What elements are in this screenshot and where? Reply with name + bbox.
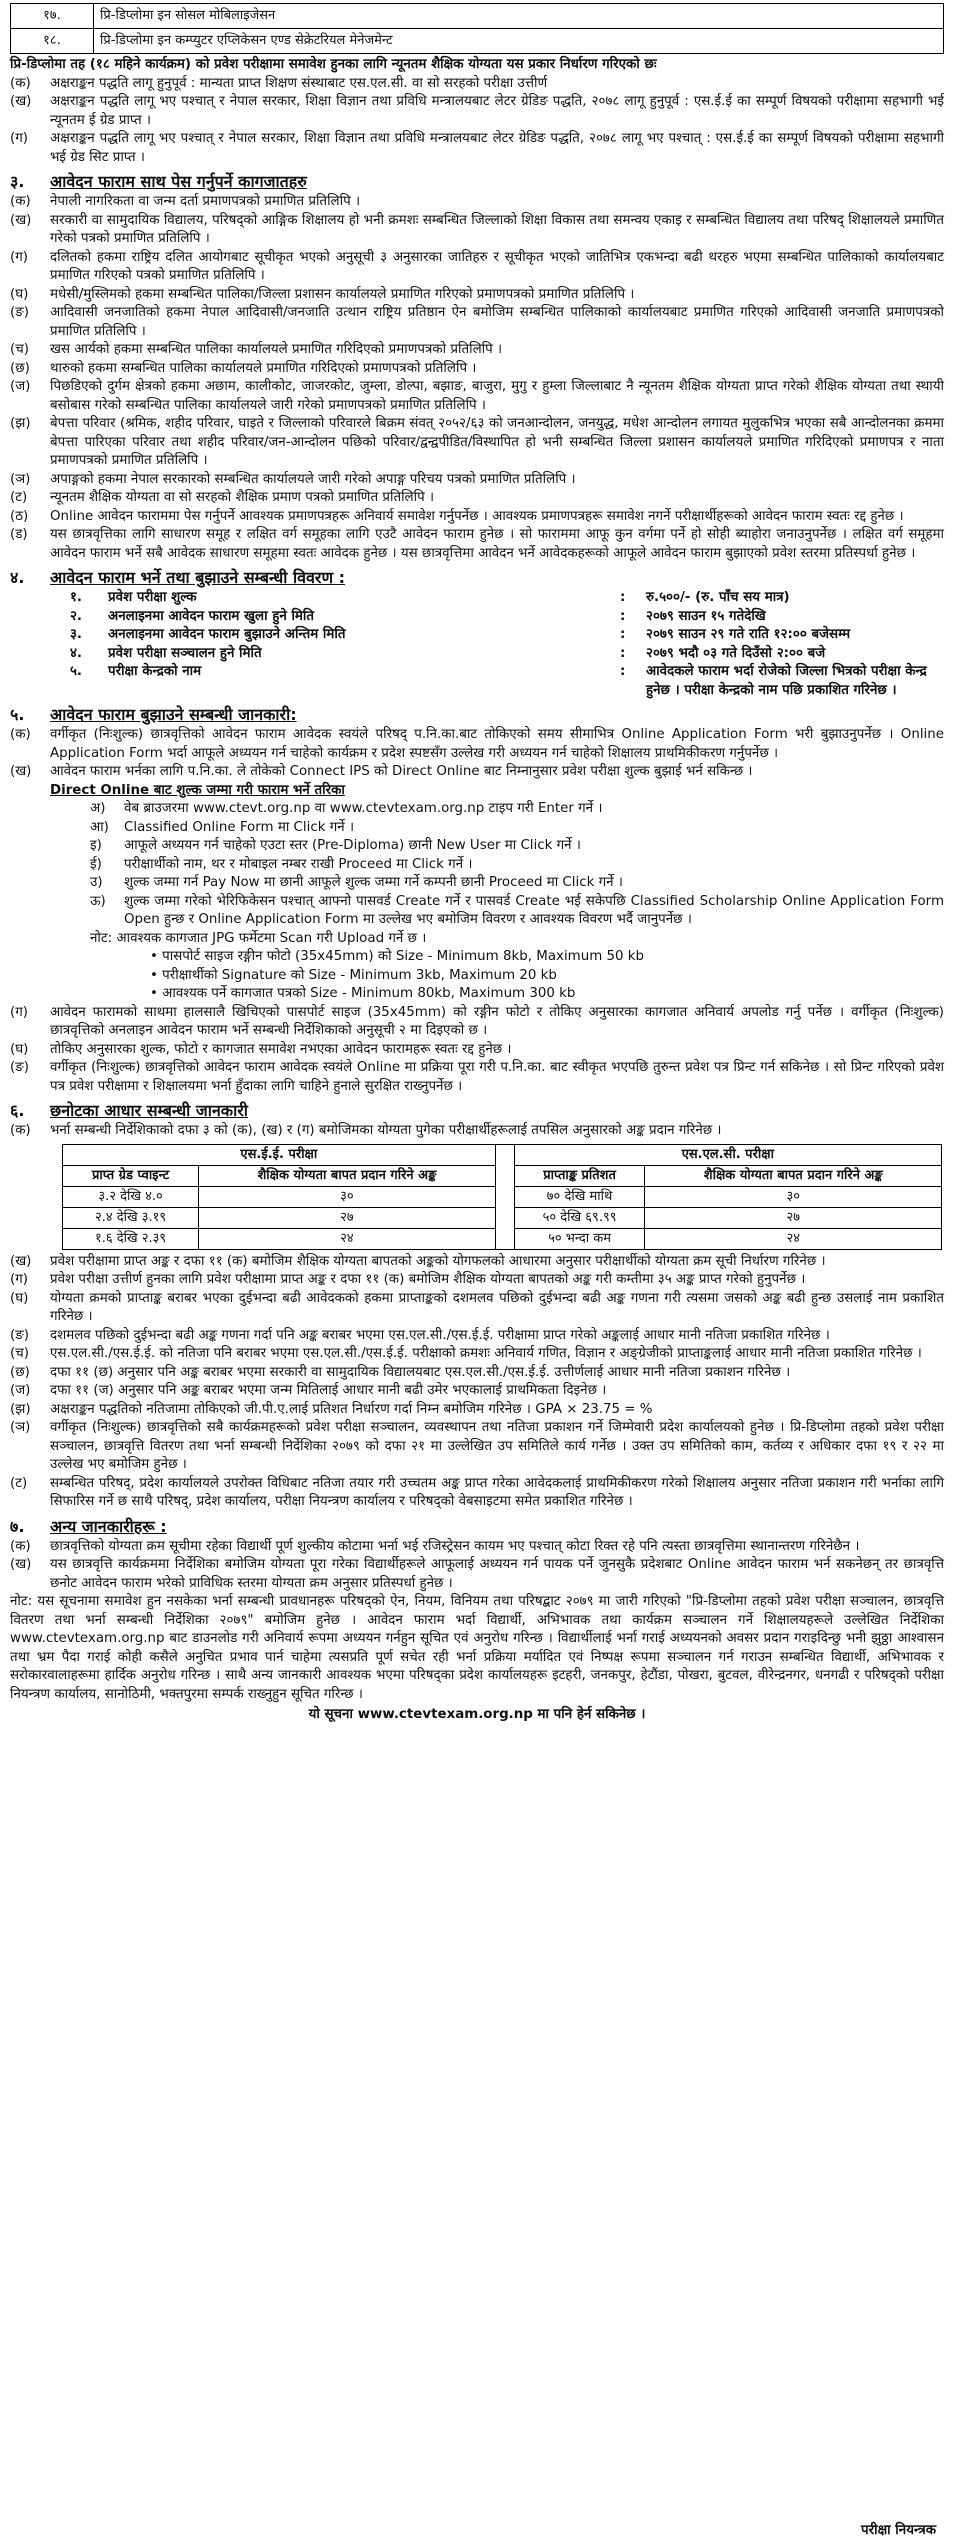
item-text: बेपत्ता परिवार (श्रमिक, शहीद परिवार, घाइते र जिल्लाको परिवारले बिक्रम संवत् २०५२/६३ को जनआन्दोलन, जनयुद्ध, मधेश आन्दोलन लगायत मुलुकभित्र भएका सबै आन्दोलनका क्रममा बेपत्ता पारिएका परिवार तथा शहीद परिवार/जन-आन्दोलन पछिको परिवार/द्वन्द्वपीडित/विस्थापित हो भनी सम्बन्धित जिल्ला प्रशासन कार्यालयले प्रमाणित गरिदिएको प्रमाणपत्र र नाता प्रमाणपत्रको प्रमाणित प्रतिलिपि ।	[50, 416, 944, 469]
item-text: थारुको हकमा सम्बन्धित पालिका कार्यालयले प्रमाणित गरिदिएको प्रमाणपत्रको प्रतिलिपि ।	[50, 360, 477, 376]
list-item	[10, 1475, 944, 1512]
section-heading: ४. आवेदन फाराम भर्ने तथा बुझाउने सम्बन्धी विवरण :	[10, 568, 346, 588]
item-label: (ख)	[10, 1557, 32, 1573]
bullet-item: • आवश्यक पर्ने कागजात पत्रको Size - Minimum 80kb, Maximum 300 kb	[150, 985, 944, 1004]
table-row	[50, 645, 944, 664]
item-label: (ङ)	[10, 1327, 29, 1343]
note-paragraph: नोट: यस सूचनामा समावेश हुन नसकेका भर्ना सम्बन्धी प्रावधानहरू परिषद्को ऐन, नियम, विनियम तथा परिषद्बाट २०७९ मा जारी गरिएको "प्रि-डिप्लोमा तहको प्रवेश परीक्षा सञ्चालन, छात्रवृत्ति वितरण तथा भर्ना सम्बन्धी निर्देशिका २०७९" बमोजिम हुनेछ । आवेदन फाराम भर्दा विद्यार्थी, अभिभावक तथा कार्यक्रम सञ्चालन गर्ने शिक्षालयहरूले उल्लेखित निर्देशिका www.ctevtexam.org.np बाट डाउनलोड गरी अनिवार्य रूपमा अध्ययन गर्नहुन सूचित एवं अनुरोध गरिन्छ । विद्यार्थीलाई भर्ना गराई अध्ययनको अवसर प्रदान गराइदिन्छु भनी झुठ्ठा आश्वासन तथा भ्रम पैदा गराई कोही कसैले अनुचित प्रभाव पार्न चाहेमा त्यसप्रति पूर्ण सचेत रही भर्ना प्रक्रिया मर्यादित एवं निष्पक्ष रूपमा सञ्चालन गर्न गराउन सम्बन्धित विद्यार्थी, अभिभावक र सरोकारवालाहरूमा हार्दिक अनुरोध गरिन्छ । साथै अन्य जानकारी आवश्यक भएमा परिषद्का प्रदेश कार्यालयहरू इटहरी, जनकपुर, हेटौंडा, पोखरा, बुटवल, वीरेन्द्रनगर, धनगढी र परिषद्को परीक्षा नियन्त्रण कार्यालय, सानोठिमी, भक्तपुरमा सम्पर्क राख्नुहुन सूचित गरिन्छ ।	[10, 1594, 944, 1702]
steps-list	[90, 800, 944, 930]
cell-pct_score: ३०	[645, 1186, 942, 1207]
item-text: शुल्क जम्मा गरेको भेरिफिकेसन पश्चात् आफ्नो पासवर्ड Create गर्ने र पासवर्ड Create भई सकेपछि Classified Scholarship Online Application Form Open हुन्छ र Online Application Form मा उल्लेख भए बमोजिम विवरण र आवश्यक विवरण भर्दै जानुपर्नेछ ।	[124, 893, 944, 928]
list-item	[10, 360, 944, 379]
cell-val: २०७९ साउन २९ गते राति १२:०० बजेसम्म	[646, 627, 851, 643]
program-name: प्रि-डिप्लोमा इन सोसल मोबिलाइजेसन	[94, 4, 944, 29]
section-heading: ५. आवेदन फाराम बुझाउने सम्बन्धी जानकारी:	[10, 705, 297, 725]
cell-pct_score: २४	[645, 1228, 942, 1249]
item-text: दफा ११ (ज) अनुसार पनि अङ्क बराबर भएमा जन्म मितिलाई आधार मानी बढी उमेर भएकालाई प्राथमिकता दिइनेछ ।	[50, 1383, 607, 1398]
item-label: (ड)	[10, 527, 28, 543]
item-label: (ख)	[10, 212, 32, 228]
cell-pct_score: २७	[645, 1207, 942, 1228]
item-label: (ङ)	[10, 1060, 29, 1076]
item-label: (ज)	[10, 379, 31, 395]
list-item	[10, 1382, 944, 1401]
website-notice: यो सूचना www.ctevtexam.org.np मा पनि हेर्न सकिनेछ ।	[308, 1707, 646, 1723]
upload-note: नोट: आवश्यक कागजात JPG फर्मेटमा Scan गरी Upload गर्ने छ ।	[90, 930, 427, 946]
list-item	[10, 489, 944, 508]
item-text: दलितको हकमा राष्ट्रिय दलित आयोगबाट सूचीकृत भएको अनुसूची ३ अनुसारका जातिहरु र सूचीकृत भएको जातिभित्र एकभन्दा बढी थरहरु भएमा सम्बन्धित पालिकाको कार्यालयबाट प्रमाणित गरिएको पत्रको प्रमाणित प्रतिलिपि ।	[50, 249, 944, 284]
bullet-item: • परीक्षार्थीको Signature को Size - Minimum 3kb, Maximum 20 kb	[150, 967, 944, 986]
item-text: न्यूनतम शैक्षिक योग्यता वा सो सरहको शैक्षिक प्रमाण पत्रको प्रमाणित प्रतिलिपि ।	[50, 490, 435, 506]
item-label: (झ)	[10, 1401, 31, 1417]
list-item	[10, 1401, 944, 1420]
cell-key: अनलाइनमा आवेदन फाराम बुझाउने अन्तिम मिति	[108, 627, 346, 643]
item-text: सम्बन्धित परिषद्, प्रदेश कार्यालयले उपरोक्त विधिबाट नतिजा तयार गरी उच्चतम अङ्क प्राप्त गरेका आवेदकलाई प्राथमिकीकरण गरेको शिक्षालय अनुसार नतिजा प्रकाशन गरी भर्नाका लागि सिफारिस गर्ने छ साथै परिषद्, प्रदेश कार्यालय, परीक्षा नियन्त्रण कार्यालय र परिषद्को वेबसाइटमा समेत प्रकाशित गरिनेछ ।	[50, 1475, 944, 1509]
list-item: (क) भर्ना सम्बन्धी निर्देशिकाको दफा ३ को (क), (ख) र (ग) बमोजिमका योग्यता पुगेका परीक्षार्थीहरूलाई तपसिल अनुसारको अङ्क प्रदान गरिनेछ ।	[10, 1123, 722, 1139]
item-text: नेपाली नागरिकता वा जन्म दर्ता प्रमाणपत्रको प्रमाणित प्रतिलिपि ।	[50, 194, 361, 210]
list-item	[10, 471, 944, 490]
list-item: (ग) अक्षराङ्कन पद्धति लागू भए पश्चात् र नेपाल सरकार, शिक्षा विज्ञान तथा प्रविधि मन्त्रालयबाट लेटर ग्रेडिङ पद्धति, २०७८ लागू भए पश्चात् : एस.ई.ई का सम्पूर्ण विषयको परीक्षामा सहभागी भई ग्रेड सिट प्राप्त ।	[10, 131, 944, 165]
list-item	[10, 415, 944, 471]
item-label: इ)	[90, 838, 102, 854]
cell-key: प्रवेश परीक्षा शुल्क	[108, 590, 197, 606]
signatory: परीक्षा नियन्त्रक	[861, 2522, 936, 2538]
item-label: (ज)	[10, 1383, 31, 1398]
item-text: यस छात्रवृत्ति कार्यक्रममा निर्देशिका बमोजिम योग्यता पूरा गरेका विद्यार्थीहरूले आफूलाई अध्ययन गर्न पायक पर्ने जुनसुकै प्रदेशबाट Online आवेदन फाराम भर्न सकनेछन् तर छात्रवृत्ति छनोट आवेदन फाराम भरेको प्राविधिक स्तरमा योग्यता क्रम अनुसार प्रतिस्पर्धा हुनेछ ।	[50, 1557, 944, 1591]
item-label: उ)	[90, 875, 103, 891]
item-text: सरकारी वा सामुदायिक विद्यालय, परिषद्को आङ्गिक शिक्षालय हो भनी क्रमशः सम्बन्धित जिल्लाको शिक्षा विकास तथा समन्वय एकाइ र सम्बन्धित विद्यालय तथा परिषद् शिक्षालयले प्रमाणित गरेको पत्रको प्रमाणित प्रतिलिपि ।	[50, 212, 944, 247]
list-item	[10, 378, 944, 415]
list-item	[10, 341, 944, 360]
item-label: (छ)	[10, 360, 30, 376]
table-row	[50, 663, 944, 700]
cell-val: आवेदकले फाराम भर्दा रोजेको जिल्ला भित्रको परीक्षा केन्द्र हुनेछ । परीक्षा केन्द्रको नाम पछि प्रकाशित गरिनेछ ।	[646, 664, 927, 698]
table-row	[11, 4, 944, 29]
steps-title: Direct Online बाट शुल्क जम्मा गरी फाराम भर्ने तरिका	[50, 782, 345, 798]
cell-gp: ३.२ देखि ४.०	[63, 1186, 199, 1207]
score-table	[62, 1144, 942, 1250]
list-item	[10, 1290, 944, 1327]
cell-no: ४.	[69, 645, 83, 661]
item-text: शुल्क जम्मा गर्न Pay Now मा छानी आफूले शुल्क जम्मा गर्ने कम्पनी छानी Proceed मा Click गर्ने ।	[124, 875, 623, 891]
list-item	[10, 508, 944, 527]
item-text: छात्रवृत्तिको योग्यता क्रम सूचीमा रहेका विद्यार्थी पूर्ण शुल्कीय कोटामा भर्ना भई रजिस्ट्रेसन कायम भए पश्चात् कोटा रिक्त रहे पनि त्यस्ता छात्रवृत्तिमा स्थानान्तरण गरिनेछैन ।	[50, 1538, 860, 1554]
item-text: Online आवेदन फाराममा पेस गर्नुपर्ने आवश्यक प्रमाणपत्रहरू अनिवार्य समावेश गर्नुपर्नेछ । आवश्यक प्रमाणपत्रहरू समावेश नगर्ने परीक्षार्थीहरूको आवेदन फाराम स्वतः रद्द हुनेछ ।	[50, 508, 904, 524]
list-item	[10, 1004, 944, 1041]
item-label: (ग)	[10, 249, 28, 265]
column-header: शैक्षिक योग्यता बापत प्रदान गरिने अङ्क	[645, 1165, 942, 1186]
upload-size-list	[150, 948, 944, 1004]
list-item: (क) अक्षराङ्कन पद्धति लागू हुनुपूर्व : मान्यता प्राप्त शिक्षण संस्थाबाट एस.एल.सी. वा सो सरहको परीक्षा उत्तीर्ण	[10, 75, 548, 91]
cell-val: २०७९ साउन १५ गतेदेखि	[646, 608, 766, 624]
item-text: Classified Online Form मा Click गर्ने ।	[124, 819, 355, 835]
item-text: आवेदन फारामको साथमा हालसालै खिचिएको पासपोर्ट साइज (35x45mm) को रङ्गीन फोटो र तोकिए अनुसारका कागजात अनिवार्य अपलोड गर्नु पर्नेछ । वर्गीकृत (निःशुल्क) छात्रवृत्तिको अनलाइन आवेदन फाराम भर्ने सम्बन्धी निर्देशिकाको अनुसूची २ मा दिइएको छ ।	[50, 1004, 944, 1039]
list-item	[10, 212, 944, 249]
list-item: (क) वर्गीकृत (निःशुल्क) छात्रवृत्तिको आवेदन फाराम आवेदक स्वयंले परिषद् प.नि.का.बाट तोकिएको समय सीमाभित्र Online Application Form भरी बुझाउनुपर्नेछ । Online Application Form भर्दा आफूले अध्ययन गर्न चाहेको कार्यक्रम र प्रदेश स्पष्टसँग उल्लेख गरी अध्ययन गर्न चाहेको शिक्षालय प्राथमिकीकरण गर्नुपर्नेछ ।	[10, 727, 944, 761]
separator: :	[620, 608, 626, 624]
cell-key: परीक्षा केन्द्रको नाम	[108, 664, 202, 680]
bullet-item: • पासपोर्ट साइज रङ्गीन फोटो (35x45mm) को Size - Minimum 8kb, Maximum 50 kb	[150, 948, 944, 967]
item-text: दफा ११ (छ) अनुसार पनि अङ्क बराबर भएमा सरकारी वा सामुदायिक विद्यालयबाट एस.एल.सी./एस.ई.ई. उत्तीर्णलाई आधार मानी नतिजा प्रकाशन गरिनेछ ।	[50, 1364, 791, 1380]
section-heading: ६. छनोटका आधार सम्बन्धी जानकारी	[10, 1101, 248, 1121]
table-row	[63, 1228, 942, 1249]
item-label: ऊ)	[90, 893, 106, 909]
item-label: (झ)	[10, 416, 31, 432]
separator: :	[620, 664, 626, 680]
list-item	[10, 193, 944, 212]
item-text: एस.एल.सी./एस.ई.ई. को नतिजा पनि बराबर भएमा एस.एल.सी./एस.ई.ई. परीक्षाको क्रमशः अनिवार्य गणित, विज्ञान र अङ्ग्रेजीको प्राप्ताङ्कलाई आधार मानी नतिजा प्रकाशित गरिनेछ ।	[50, 1346, 922, 1361]
slc-header: एस.एल.सी. परीक्षा	[514, 1144, 941, 1165]
list-item	[90, 874, 944, 893]
item-label: (ख)	[10, 1253, 32, 1269]
item-label: अ)	[90, 801, 106, 817]
cell-gp_score: ३०	[199, 1186, 496, 1207]
list-item	[10, 249, 944, 286]
item-text: प्रवेश परीक्षा उत्तीर्ण हुनका लागि प्रवेश परीक्षामा प्राप्त अङ्क र दफा ११ (क) बमोजिम शैक्षिक योग्यता बापतको अङ्क गरी कम्तीमा ३५ अङ्क प्राप्त गरेको हुनुपर्नेछ ।	[50, 1272, 806, 1287]
cell-key: प्रवेश परीक्षा सञ्चालन हुने मिति	[108, 645, 262, 661]
table-row	[50, 626, 944, 645]
item-text: योग्यता क्रमको प्राप्ताङ्क बराबर भएका दुईभन्दा बढी आवेदकको हकमा प्राप्ताङ्कको दशमलव पछिको दुईभन्दा बढी अङ्क गणना गरी त्यसमा जसको अङ्क बढी हुन्छ उसलाई नाम प्रकाशित गरिनेछ ।	[50, 1290, 944, 1324]
item-label: (ठ)	[10, 508, 29, 524]
item-label: (ञ)	[10, 471, 31, 487]
cell-val: २०७९ भदौ ०३ गते दिउँसो २:०० बजे	[646, 645, 826, 661]
list-item	[10, 1345, 944, 1364]
table-row	[63, 1186, 942, 1207]
table-row	[50, 589, 944, 608]
selection-rules-list	[10, 1253, 944, 1512]
item-label: (ग)	[10, 1272, 28, 1287]
item-label: (ञ)	[10, 1420, 31, 1435]
cell-gp_score: २७	[199, 1207, 496, 1228]
list-item	[10, 1327, 944, 1346]
list-item	[90, 819, 944, 838]
column-header: शैक्षिक योग्यता बापत प्रदान गरिने अङ्क	[199, 1165, 496, 1186]
item-text: अपाङ्गको हकमा नेपाल सरकारको सम्बन्धित कार्यालयले जारी गरेको अपाङ्ग परिचय पत्रको प्रमाणित प्रतिलिपि ।	[50, 471, 576, 487]
spacer	[495, 1186, 514, 1207]
see-header: एस.ई.ई. परीक्षा	[63, 1144, 496, 1165]
table-row	[50, 608, 944, 627]
intro-text: प्रि-डिप्लोमा तह (१८ महिने कार्यक्रम) को प्रवेश परीक्षामा समावेश हुनका लागि न्यूनतम शैक्षिक योग्यता यस प्रकार निर्धारण गरिएको छः	[10, 57, 657, 72]
form-details-table	[50, 589, 944, 700]
separator: :	[620, 627, 626, 643]
item-text: मधेसी/मुस्लिमको हकमा सम्बन्धित पालिका/जिल्ला प्रशासन कार्यालयले प्रमाणित गरिएको प्रमाणपत्रको प्रमाणित प्रतिलिपि ।	[50, 286, 635, 302]
item-text: पिछडिएको दुर्गम क्षेत्रको हकमा अछाम, कालीकोट, जाजरकोट, जुम्ला, डोल्पा, बझाङ, बाजुरा, मुगु र हुम्ला जिल्लाबाट नै न्यूनतम शैक्षिक योग्यता प्राप्त गरेको शैक्षिक योग्यता तथा स्थायी बसोबास गरेको सम्बन्धित पालिका कार्यालयले जारी गरेको प्रमाणपत्रको प्रमाणित प्रतिलिपि ।	[50, 379, 944, 413]
program-name: प्रि-डिप्लोमा इन कम्प्युटर एप्लिकेसन एण्ड सेक्रेटरियल मेनेजमेन्ट	[94, 29, 944, 54]
spacer	[495, 1228, 514, 1249]
item-label: (छ)	[10, 1364, 30, 1380]
list-item	[10, 286, 944, 305]
item-label: (च)	[10, 342, 29, 358]
item-label: (ङ)	[10, 305, 29, 321]
cell-no: १.	[69, 590, 83, 606]
list-item	[10, 1041, 944, 1060]
list-item	[10, 1059, 944, 1096]
item-label: (घ)	[10, 286, 29, 302]
list-item	[10, 1538, 944, 1557]
cell-no: ५.	[69, 664, 83, 680]
item-text: वेब ब्राउजरमा www.ctevt.org.np वा www.ctevtexam.org.np टाइप गरी Enter गर्ने ।	[124, 801, 603, 817]
row-number: १८.	[11, 29, 94, 54]
other-info-list	[10, 1538, 944, 1594]
item-text: अक्षराङ्कन पद्धतिको नतिजामा तोकिएको जी.पी.ए.लाई प्रतिशत निर्धारण गर्दा निम्न बमोजिम गरिनेछ । GPA × 23.75 = %	[50, 1401, 653, 1417]
row-number: १७.	[11, 4, 94, 29]
list-item	[10, 526, 944, 563]
application-rules-list	[10, 1004, 944, 1097]
cell-key: अनलाइनमा आवेदन फाराम खुला हुने मिति	[108, 608, 315, 624]
documents-list	[10, 193, 944, 563]
cell-pct: ५० भन्दा कम	[514, 1228, 645, 1249]
item-label: (ग)	[10, 1004, 28, 1020]
item-text: परीक्षार्थीको नाम, थर र मोबाइल नम्बर राखी Proceed मा Click गर्ने ।	[124, 856, 473, 872]
item-text: यस छात्रवृत्तिका लागि साधारण समूह र लक्षित वर्ग समूहका लागि एउटै आवेदन फाराम हुनेछ । सो फाराममा आफू कुन वर्गमा पर्ने हो सोही ब्याहोरा जनाउनुपर्नेछ । लक्षित वर्ग समूहमा आवेदन फाराम भर्ने सबै आवेदक साधारण समूहमा स्वतः आवेदक हुनेछ । यस छात्रवृत्तिमा आवेदन भर्ने आवेदकहरूको आफूले आवेदन फाराम बुझाएको प्रवेश स्तरमा प्रतिस्पर्धा हुनेछ ।	[50, 527, 944, 561]
separator: :	[620, 590, 626, 606]
list-item	[10, 1364, 944, 1383]
cell-gp_score: २४	[199, 1228, 496, 1249]
list-item	[90, 893, 944, 930]
section-heading: ७. अन्य जानकारीहरू :	[10, 1516, 167, 1536]
item-text: आदिवासी जनजातिको हकमा नेपाल आदिवासी/जनजाति उत्थान राष्ट्रिय प्रतिष्ठान ऐन बमोजिम सम्बन्धित पालिकाको कार्यालयबाट प्रमाणित गरिएको आदिवासी जनजाति प्रमाणपत्रको प्रमाणित प्रतिलिपि ।	[50, 305, 944, 339]
separator: :	[620, 645, 626, 661]
item-label: (घ)	[10, 1290, 29, 1306]
item-label: (क)	[10, 194, 31, 210]
list-item	[90, 800, 944, 819]
list-item	[10, 1253, 944, 1272]
table-row	[63, 1207, 942, 1228]
item-text: प्रवेश परीक्षामा प्राप्त अङ्क र दफा ११ (क) बमोजिम शैक्षिक योग्यता बापतको अङ्कको योगफलको आधारमा अनुसार परीक्षार्थीको योग्यता क्रम सूची निर्धारण गरिनेछ ।	[50, 1253, 826, 1269]
column-header: प्राप्ताङ्क प्रतिशत	[514, 1165, 645, 1186]
item-label: ई)	[90, 856, 102, 872]
item-text: वर्गीकृत (निःशुल्क) छात्रवृत्तिको आवेदन फाराम आवेदक स्वयंले Online मा प्रक्रिया पूरा गरी प.नि.का. बाट स्वीकृत भएपछि तुरुन्त प्रवेश पत्र प्रिन्ट गर्न सकिनेछ । सो प्रिन्ट गरिएको प्रवेश पत्र प्रवेश परीक्षामा र शिक्षालयमा भर्ना हुँदाका लागि चाहिने हुनाले सुरक्षित राख्नुपर्नेछ ।	[50, 1060, 944, 1094]
cell-pct: ५० देखि ६९.९९	[514, 1207, 645, 1228]
item-label: आ)	[90, 819, 109, 835]
list-item	[10, 1556, 944, 1593]
cell-val: रु.५००/- (रु. पाँच सय मात्र)	[646, 590, 790, 606]
item-text: आफूले अध्ययन गर्न चाहेको एउटा स्तर (Pre-Diploma) छानी New User मा Click गर्ने ।	[124, 838, 581, 854]
list-item	[90, 837, 944, 856]
program-table	[10, 3, 944, 54]
list-item: (ख) अक्षराङ्कन पद्धति लागू भए पश्चात् र नेपाल सरकार, शिक्षा विज्ञान तथा प्रविधि मन्त्रालयबाट लेटर ग्रेडिङ पद्धति, २०७८ लागू हुनुपूर्व : एस.ई.ई का सम्पूर्ण विषयको परीक्षामा सहभागी भई न्यूनतम ई ग्रेड प्राप्त ।	[10, 94, 944, 128]
list-item	[90, 856, 944, 875]
section-heading: ३. आवेदन फाराम साथ पेस गर्नुपर्ने कागजातहरु	[10, 172, 307, 191]
cell-no: ३.	[69, 627, 83, 643]
item-label: (घ)	[10, 1041, 29, 1057]
item-text: खस आर्यको हकमा सम्बन्धित पालिका कार्यालयले प्रमाणित गरिदिएको प्रमाणपत्रको प्रतिलिपि ।	[50, 342, 503, 358]
list-item	[10, 1271, 944, 1290]
list-item	[10, 1419, 944, 1475]
list-item	[10, 304, 944, 341]
spacer	[495, 1207, 514, 1228]
table-row	[11, 29, 944, 54]
item-label: (क)	[10, 1538, 31, 1554]
item-text: तोकिए अनुसारका शुल्क, फोटो र कागजात समावेश नभएका आवेदन फारामहरू स्वतः रद्द हुनेछ ।	[50, 1041, 512, 1057]
cell-pct: ७० देखि माथि	[514, 1186, 645, 1207]
item-label: (च)	[10, 1346, 29, 1361]
item-label: (ट)	[10, 490, 28, 506]
cell-gp: २.४ देखि ३.१९	[63, 1207, 199, 1228]
column-header: प्राप्त ग्रेड प्वाइन्ट	[63, 1165, 199, 1186]
item-label: (ट)	[10, 1475, 28, 1491]
cell-gp: १.६ देखि २.३९	[63, 1228, 199, 1249]
cell-no: २.	[69, 608, 83, 624]
list-item: (ख) आवेदन फाराम भर्नका लागि प.नि.का. ले तोकेको Connect IPS को Direct Online बाट निम्नानुसार प्रवेश परीक्षा शुल्क बुझाई भर्न सकिन्छ ।	[10, 764, 753, 780]
item-text: दशमलव पछिको दुईभन्दा बढी अङ्क गणना गर्दा पनि अङ्क बराबर भएमा एस.एल.सी./एस.ई.ई. परीक्षामा प्राप्त गरेको अङ्कलाई आधार मानी नतिजा प्रकाशित गरिनेछ ।	[50, 1327, 830, 1343]
item-text: वर्गीकृत (निःशुल्क) छात्रवृत्तिको सबै कार्यक्रमहरूको प्रवेश परीक्षा सञ्चालन, व्यवस्थापन तथा नतिजा प्रकाशन गर्ने जिम्मेवारी प्रदेश कार्यालयको हुनेछ । प्रि-डिप्लोमा तहको प्रवेश परीक्षा सञ्चालन, छात्रवृत्ति वितरण तथा भर्ना सम्बन्धी निर्देशिका २०७९ को दफा २१ मा उल्लेखित उप समितिले कार्य गर्नेछ । उक्त उप समितिको काम, कर्तव्य र अधिकार दफा १९ र २२ मा उल्लेख भए बमोजिम हुनेछ ।	[50, 1420, 944, 1472]
